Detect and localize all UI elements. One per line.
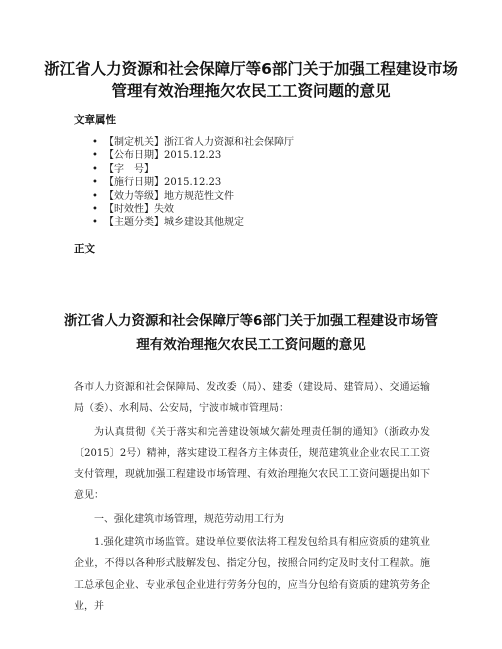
attribute-item-publish-date: • 【公布日期】2015.12.23: [92, 149, 294, 162]
attribute-item-effective-date: • 【施行日期】2015.12.23: [92, 176, 294, 189]
document-title: 浙江省人力资源和社会保障厅等6部门关于加强工程建设市场管理有效治理拖欠农民工工资问题的意见: [44, 60, 458, 100]
body-heading: 正文: [74, 243, 95, 255]
attributes-list: [92, 136, 294, 230]
attribute-item-category: • 【主题分类】城乡建设其他规定: [92, 216, 294, 229]
paragraph-preamble: 为认真贯彻《关于落实和完善建设领域欠薪处理责任制的通知》（浙政办发〔2015〕2号）精神，落实建设工程各方主体责任，规范建筑业企业农民工工资支付管理，现就加强工程建设市场管理、有效治理拖欠农民工工资问题提出如下意见：: [74, 426, 430, 502]
paragraph-addressees: 各市人力资源和社会保障局、发改委（局）、建委（建设局、建管局）、交通运输局（委）、水利局、公安局，宁波市城市管理局：: [74, 382, 430, 415]
paragraph-section-heading: 一、强化建筑市场管理，规范劳动用工行为: [94, 513, 284, 525]
body-text: [74, 377, 430, 619]
body-title: 浙江省人力资源和社会保障厅等6部门关于加强工程建设市场管理有效治理拖欠农民工工资问题的意见: [64, 313, 438, 353]
attribute-item-document-number: • 【字 号】: [92, 163, 294, 176]
attribute-item-validity: • 【时效性】失效: [92, 203, 294, 216]
paragraph-item-1: 1.强化建筑市场监管。建设单位要依法将工程发包给具有相应资质的建筑业企业，不得以各种形式肢解发包、指定分包，按照合同约定及时支付工程款。施工总承包企业、专业承包企业进行劳务分包的，应当分包给有资质的建筑劳务企业，并: [74, 537, 430, 612]
attribute-item-issuing-authority: • 【制定机关】浙江省人力资源和社会保障厅: [92, 136, 294, 149]
attribute-item-legal-level: • 【效力等级】地方规范性文件: [92, 190, 294, 203]
attributes-heading: 文章属性: [74, 114, 116, 126]
